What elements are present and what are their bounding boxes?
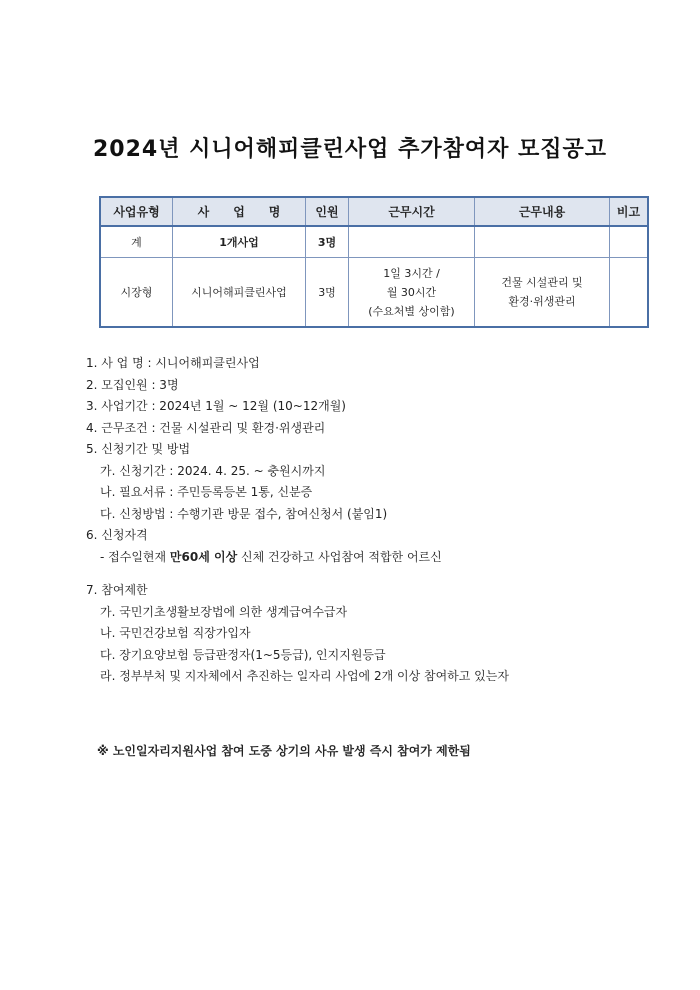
item-recruit-count: 2. 모집인원 : 3명 [86,377,179,392]
row-note [610,258,649,328]
row-count: 3명 [306,258,349,328]
row-hours-line1: 1일 3시간 / [383,266,440,280]
total-hours [349,226,475,258]
item-application: 5. 신청기간 및 방법 [86,442,191,456]
item-restriction-c: 다. 장기요양보험 등급판정자(1~5등급), 인지지원등급 [100,647,386,662]
row-content-line2: 환경·위생관리 [508,295,576,308]
eligibility-age: 만60세 이상 [169,549,238,564]
item-restriction-b: 나. 국민건강보험 직장가입자 [100,626,251,640]
notice-body [86,353,676,688]
item-business-name: 1. 사 업 명 : 시니어해피클린사업 [86,356,260,370]
footnote: ※ 노인일자리지원사업 참여 도중 상기의 사유 발생 즉시 참여가 제한됨 [97,744,471,758]
item-eligibility: 6. 신청자격 [86,528,148,542]
col-header-content: 근무내용 [475,197,610,226]
col-header-note: 비고 [610,197,649,226]
row-hours-line3: (수요처별 상이함) [368,304,455,318]
row-type: 시장형 [100,258,173,328]
item-application-period: 가. 신청기간 : 2024. 4. 25. ~ 충원시까지 [100,463,326,478]
total-count: 3명 [306,226,349,258]
item-restriction-a: 가. 국민기초생활보장법에 의한 생계급여수급자 [100,604,348,619]
item-eligibility-detail [86,547,676,569]
page-title: 2024년 시니어해피클린사업 추가참여자 모집공고 [93,137,607,162]
col-header-type: 사업유형 [100,197,173,226]
eligibility-suffix: 신체 건강하고 사업참여 적합한 어르신 [237,549,442,564]
row-name: 시니어해피클린사업 [173,258,306,328]
row-content [475,258,610,328]
item-period: 3. 사업기간 : 2024년 1월 ~ 12월 (10~12개월) [86,399,346,413]
total-type: 계 [100,226,173,258]
total-content [475,226,610,258]
table-row [100,258,648,328]
table-row-total [100,226,648,258]
total-note [610,226,649,258]
eligibility-prefix: - 접수일현재 [100,549,170,564]
item-required-documents: 나. 필요서류 : 주민등록등본 1통, 신분증 [100,485,313,499]
total-name: 1개사업 [173,226,306,258]
col-header-name: 사 업 명 [173,197,306,226]
row-hours [349,258,475,328]
table-header-row [100,197,648,226]
item-conditions: 4. 근무조건 : 건물 시설관리 및 환경·위생관리 [86,420,326,435]
col-header-hours: 근무시간 [349,197,475,226]
item-restrictions: 7. 참여제한 [86,583,148,597]
item-restriction-d: 라. 정부부처 및 지자체에서 추진하는 일자리 사업에 2개 이상 참여하고 있는자 [100,669,509,683]
row-content-line1: 건물 시설관리 및 [501,276,583,289]
recruitment-table [99,196,649,328]
col-header-count: 인원 [306,197,349,226]
row-hours-line2: 월 30시간 [386,285,437,299]
item-application-method: 다. 신청방법 : 수행기관 방문 접수, 참여신청서 (붙임1) [100,506,388,521]
